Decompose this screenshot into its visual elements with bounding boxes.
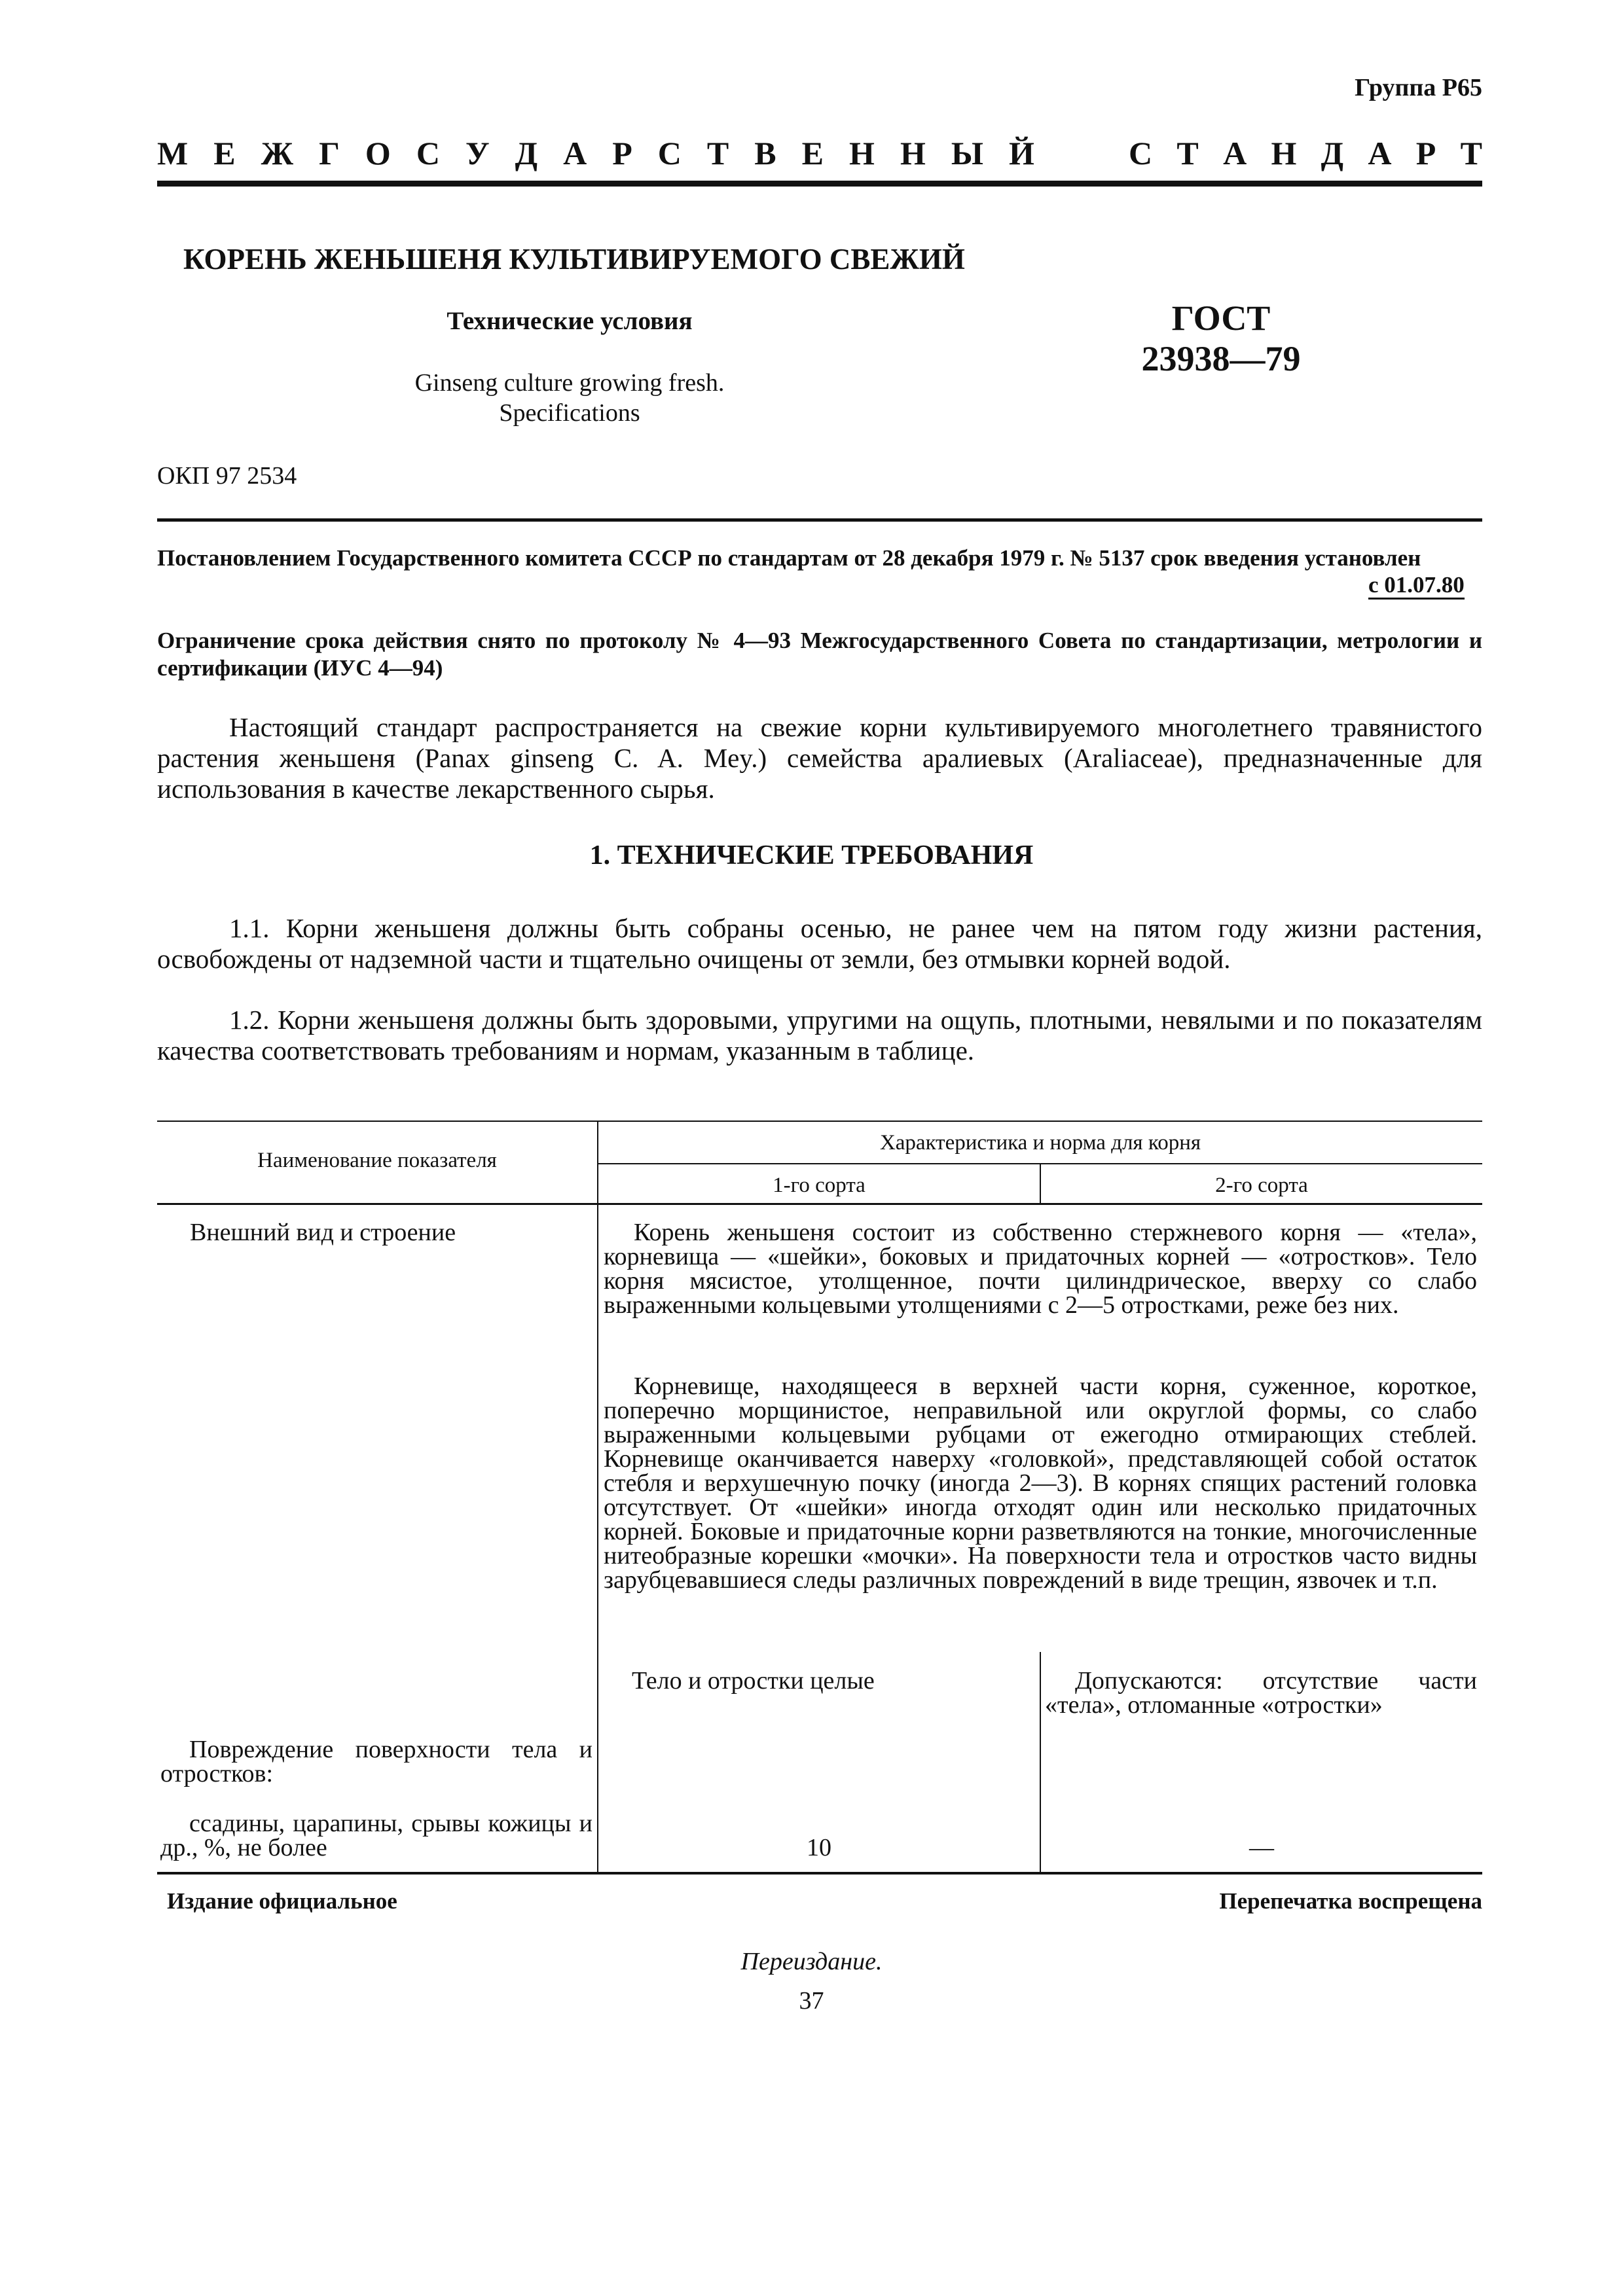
banner-letter: Й	[1008, 135, 1034, 171]
official-edition-label: Издание официальное	[167, 1888, 397, 1914]
banner-letter: С	[657, 135, 682, 171]
intro-paragraph: Настоящий стандарт распространяется на свежие корни культивируемого многолетнего травянистого растения женьшеня (Panax ginseng C. A. Mey.) семейства аралиевых (Araliaceae), предназначенные для использования в качестве лекарственного сырья.	[157, 712, 1482, 804]
banner-letter: А	[1223, 135, 1247, 171]
decree-effective-date	[1368, 572, 1465, 598]
banner-letter: Н	[1271, 135, 1297, 171]
table-rule-top	[157, 1121, 1482, 1122]
decree-paragraph: Постановлением Государственного комитета СССР по стандартам от 28 декабря 1979 г. № 5137 срок введения установлен	[157, 545, 1421, 571]
col-header-group: Характеристика и норма для корня	[879, 1131, 1201, 1155]
requirement-1-2: 1.2. Корни женьшеня должны быть здоровыми, упругими на ощупь, плотными, невялыми и по показателям качества соответствовать требованиям и нормам, указанным в таблице.	[157, 1005, 1482, 1066]
row-appearance-para2: Корневище, находящееся в верхней части корня, суженное, короткое, поперечно морщинистое, неправильной или округлой формы, со слабо выраженными кольцевыми рубцами от ежегодно отмирающих стеблей. Корневище оканчивается наверху «головкой», представляющей собой остаток стебля и верхушечную почку (иногда 2—3). В корнях спящих растений головка отсутствует. От «шейки» иногда отходят один или несколько придаточных корней. Боковые и придаточные корни разветвляются на тонкие, многочисленные нитеобразные корешки «мочки». На поверхности тела и отростков часто видны зарубцевавшиеся следы различных повреждений в виде трещин, язвочек и т.п.	[604, 1372, 1477, 1594]
banner-letter: Е	[213, 135, 236, 171]
limit-paragraph: Ограничение срока действия снято по протоколу № 4—93 Межгосударственного Совета по стандартизации, метрологии и сертификации (ИУС 4—94)	[157, 628, 1482, 681]
row-appearance-grade1: Тело и отростки целые	[632, 1667, 875, 1695]
banner-letter: Т	[706, 135, 729, 171]
group-code: Группа Р65	[1355, 74, 1482, 101]
gost-designation	[1136, 298, 1306, 379]
banner-letter: Е	[801, 135, 824, 171]
row-abrasions-grade2: —	[1249, 1834, 1274, 1861]
english-title	[0, 368, 1139, 428]
decree-date-text: с 01.07.80	[1368, 572, 1465, 600]
banner-letter: Д	[515, 135, 538, 171]
col-header-grade2: 2-го сорта	[1215, 1174, 1308, 1197]
gost-label: ГОСТ	[1171, 298, 1271, 338]
banner-letter: Т	[1176, 135, 1199, 171]
table-vline-main	[597, 1121, 598, 1872]
banner-letter: Н	[900, 135, 926, 171]
banner-letter: Ж	[261, 135, 294, 171]
banner-letter: М	[157, 135, 189, 171]
row-abrasions-grade1: 10	[807, 1834, 831, 1861]
standard-banner	[157, 134, 1482, 172]
page-number: 37	[799, 1987, 824, 2015]
banner-letter: А	[1368, 135, 1392, 171]
reprint-note: Переиздание.	[740, 1948, 883, 1975]
top-rule	[157, 181, 1482, 187]
section-heading: 1. ТЕХНИЧЕСКИЕ ТРЕБОВАНИЯ	[589, 840, 1034, 870]
banner-letter: С	[416, 135, 440, 171]
row-appearance-grade2: Допускаются: отсутствие части «тела», отломанные «отростки»	[1045, 1667, 1477, 1719]
row-abrasions-name: ссадины, царапины, срывы кожицы и др., %, не более	[160, 1810, 593, 1861]
banner-letter: Ы	[951, 135, 983, 171]
col-header-grade1: 1-го сорта	[773, 1174, 866, 1197]
table-rule-header	[157, 1203, 1482, 1205]
row-appearance-name: Внешний вид и строение	[190, 1219, 456, 1246]
banner-letter: Д	[1321, 135, 1344, 171]
okp-code: ОКП 97 2534	[157, 462, 297, 490]
banner-word-standard	[1129, 134, 1482, 172]
document-subtitle: Технические условия	[447, 307, 693, 335]
banner-letter: А	[563, 135, 587, 171]
banner-letter: Г	[319, 135, 340, 171]
reprint-prohibited-label: Перепечатка воспрещена	[1219, 1888, 1482, 1914]
banner-letter: Н	[849, 135, 875, 171]
english-title-line1: Ginseng culture growing fresh.	[414, 369, 725, 397]
banner-letter: У	[465, 135, 490, 171]
col-header-indicator: Наименование показателя	[257, 1149, 497, 1172]
banner-letter: С	[1129, 135, 1153, 171]
banner-letter: О	[365, 135, 391, 171]
gost-number: 23938—79	[1141, 339, 1301, 378]
banner-letter: Р	[1415, 135, 1436, 171]
table-rule-bottom	[157, 1872, 1482, 1874]
row-appearance-para1: Корень женьшеня состоит из собственно стержневого корня — «тела», корневища — «шейки», боковых и придаточных корней — «отростков». Тело корня мясистое, утолщенное, почти цилиндрическое, вверху со слабо выраженными кольцевыми утолщениями с 2—5 отростками, реже без них.	[604, 1219, 1477, 1319]
requirement-1-1: 1.1. Корни женьшеня должны быть собраны осенью, не ранее чем на пятом году жизни растения, освобождены от надземной части и тщательно очищены от земли, без отмывки корней водой.	[157, 913, 1482, 974]
banner-letter: Т	[1460, 135, 1482, 171]
english-title-line2: Specifications	[499, 399, 640, 427]
row-damage-name: Повреждение поверхности тела и отростков:	[160, 1736, 593, 1787]
banner-word-interstate	[157, 134, 1034, 172]
document-title: КОРЕНЬ ЖЕНЬШЕНЯ КУЛЬТИВИРУЕМОГО СВЕЖИЙ	[183, 243, 965, 276]
banner-letter: В	[754, 135, 776, 171]
banner-letter: Р	[612, 135, 632, 171]
header-rule	[157, 518, 1482, 522]
